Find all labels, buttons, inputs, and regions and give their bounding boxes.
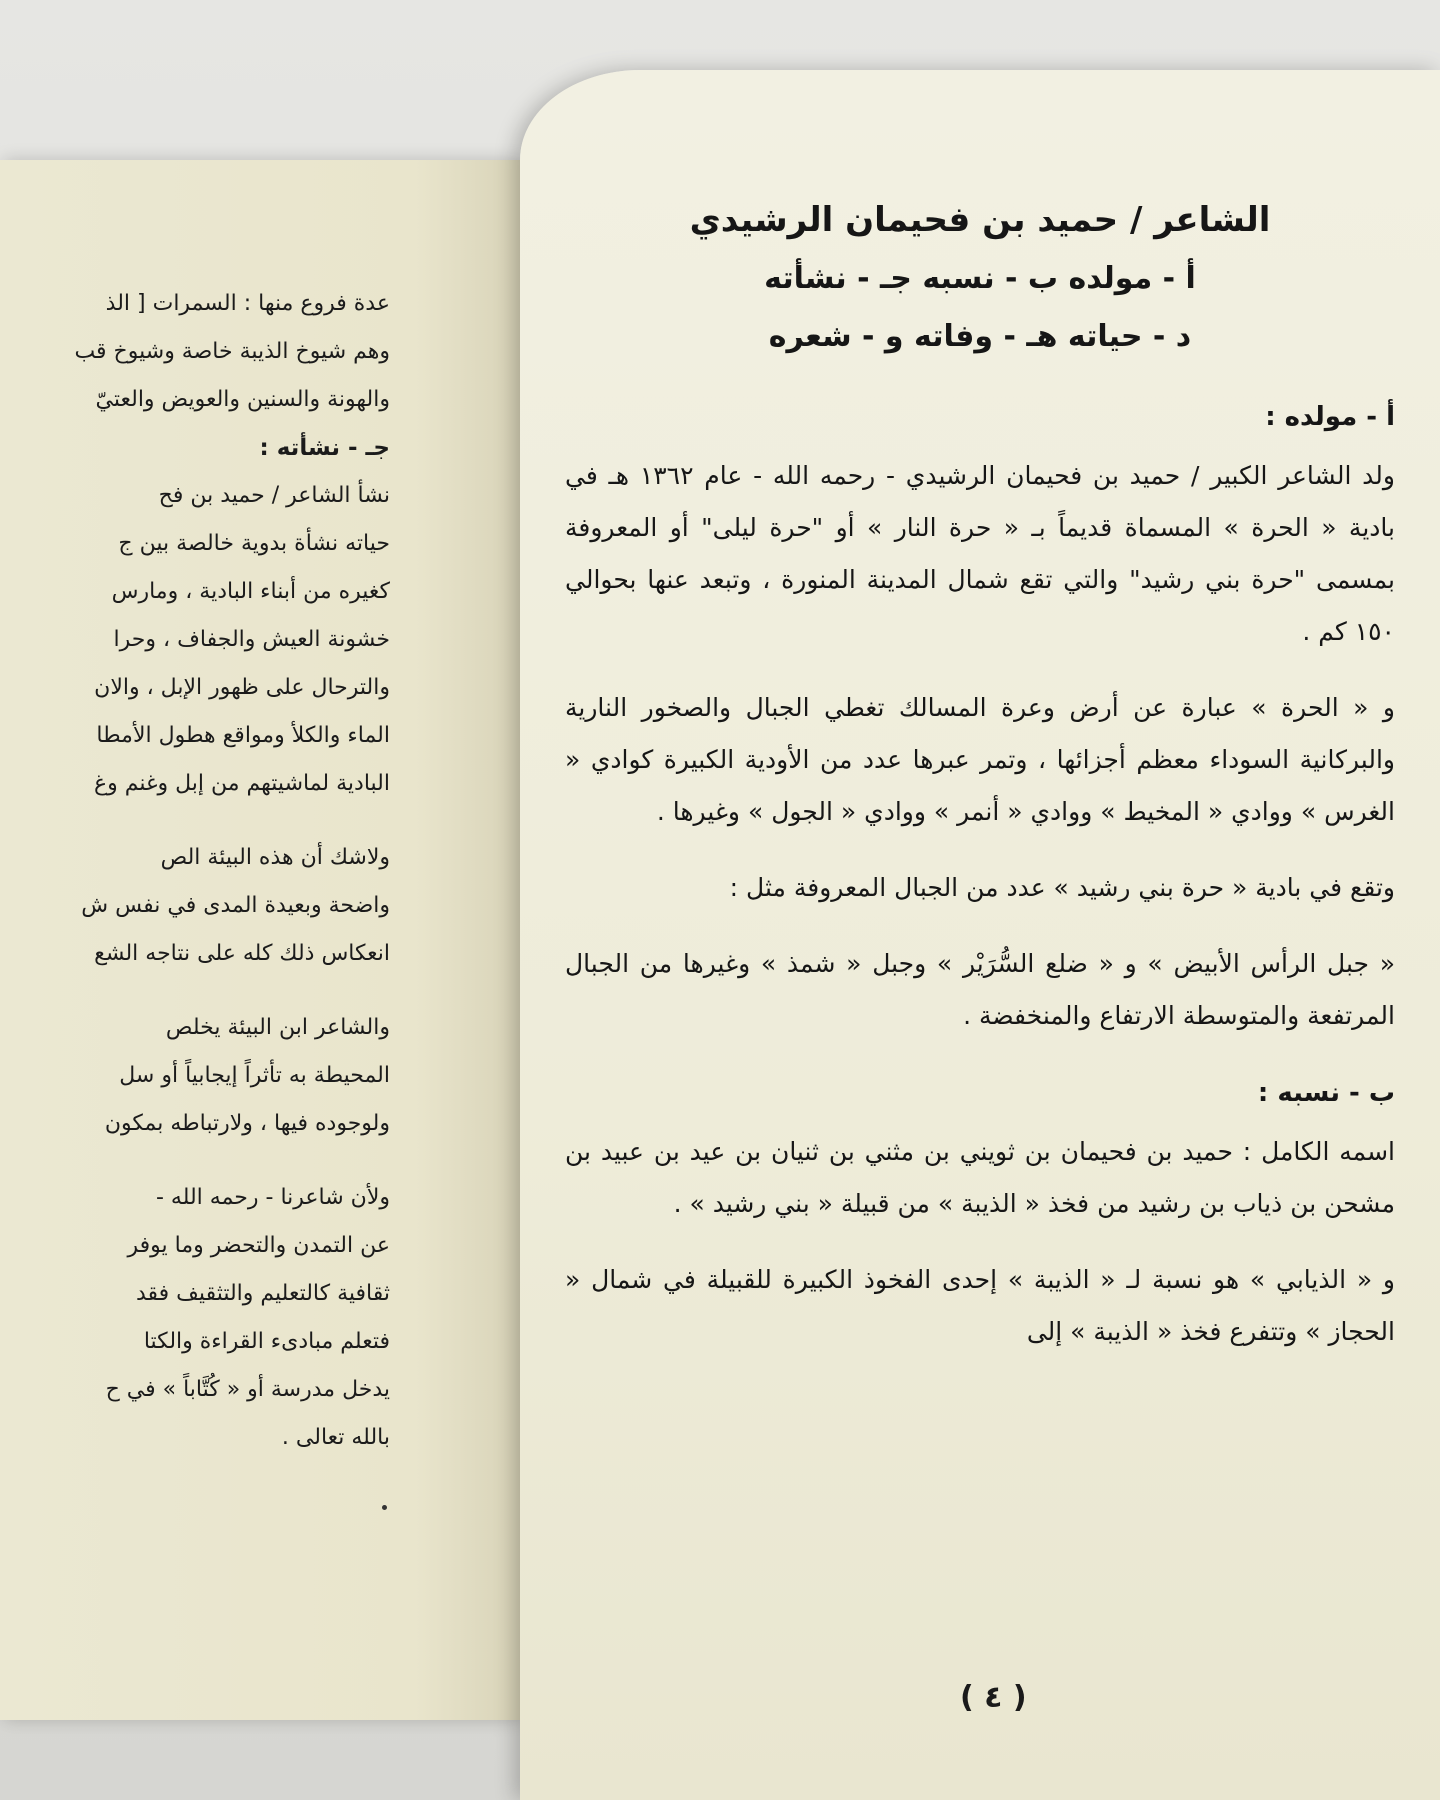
text-line: واضحة وبعيدة المدى في نفس ش xyxy=(81,893,390,918)
paragraph: اسمه الكامل : حميد بن فحيمان بن ثويني بن مثني بن ثنيان بن عيد بن عبيد بن مشحن بن ذياب بن رشيد من فخذ « الذيبة » من قبيلة « بني رشيد » . xyxy=(565,1137,1395,1218)
text-line: عن التمدن والتحضر وما يوفر xyxy=(127,1233,390,1258)
text-line: حياته نشأة بدوية خالصة بين ج xyxy=(118,531,390,556)
right-page-text xyxy=(565,200,1395,1382)
text-line: كغيره من أبناء البادية ، ومارس xyxy=(111,579,390,604)
text-line: والشاعر ابن البيئة يخلص xyxy=(165,1015,390,1040)
paragraph: و « الحرة » عبارة عن أرض وعرة المسالك تغطي الجبال والصخور النارية والبركانية السوداء معظم أجزائها ، وتمر عبرها عدد من الأودية الكبيرة كوادي « الغرس » ووادي « المخيط » ووادي « أنمر » ووادي « الجول » وغيرها . xyxy=(565,693,1395,826)
section-heading-lineage: ب - نسبه : xyxy=(1257,1078,1395,1108)
contents-line: أ - مولده ب - نسبه جـ - نشأته xyxy=(764,261,1196,296)
text-line: انعكاس ذلك كله على نتاجه الشع xyxy=(94,941,390,966)
page-title: الشاعر / حميد بن فحيمان الرشيدي xyxy=(689,200,1271,240)
text-line: خشونة العيش والجفاف ، وحرا xyxy=(113,627,390,652)
text-line: ولوجوده فيها ، ولارتباطه بمكون xyxy=(104,1111,390,1136)
right-book-page xyxy=(520,70,1440,1800)
page-number: ( ٤ ) xyxy=(960,1680,1027,1715)
section-heading: جـ - نشأته : xyxy=(259,435,390,461)
paragraph: ولد الشاعر الكبير / حميد بن فحيمان الرشيدي - رحمه الله - عام ١٣٦٢ هـ في بادية « الحرة » المسماة قديماً بـ « حرة النار » أو "حرة ليلى" أو المعروفة بمسمى "حرة بني رشيد" والتي تقع شمال المدينة المنورة ، وتبعد عنها بحوالي ١٥٠ كم . xyxy=(565,461,1395,646)
text-line: ولاشك أن هذه البيئة الص xyxy=(160,845,390,870)
text-line: يدخل مدرسة أو « كُتَّاباً » في ح xyxy=(105,1377,390,1402)
text-line: والهونة والسنين والعويض والعتيّ xyxy=(95,387,390,412)
left-book-page xyxy=(0,160,520,1720)
text-line: والترحال على ظهور الإبل ، والان xyxy=(94,675,390,700)
text-line: عدة فروع منها : السمرات [ الذ xyxy=(105,291,390,316)
text-line: المحيطة به تأثراً إيجابياً أو سل xyxy=(119,1063,390,1088)
text-line: وهم شيوخ الذيبة خاصة وشيوخ قب xyxy=(74,339,390,364)
text-line: البادية لماشيتهم من إبل وغنم وغ xyxy=(93,771,390,796)
section-heading-birth: أ - مولده : xyxy=(1265,402,1395,432)
paragraph: « جبل الرأس الأبيض » و « ضلع السُّرَيْر » وجبل « شمذ » وغيرها من الجبال المرتفعة والمتوسطة الارتفاع والمنخفضة . xyxy=(565,949,1395,1030)
text-line: ولأن شاعرنا - رحمه الله - xyxy=(155,1185,390,1210)
contents-line: د - حياته هـ - وفاته و - شعره xyxy=(768,319,1192,354)
paragraph: و « الذيابي » هو نسبة لـ « الذيبة » إحدى الفخوذ الكبيرة للقبيلة في شمال « الحجاز » وتتفرع فخذ « الذيبة » إلى xyxy=(565,1265,1395,1346)
ink-speck xyxy=(382,1505,387,1510)
left-page-text xyxy=(0,280,390,1462)
paragraph: وتقع في بادية « حرة بني رشيد » عدد من الجبال المعروفة مثل : xyxy=(729,873,1395,902)
text-line: نشأ الشاعر / حميد بن فح xyxy=(158,483,390,508)
text-line: فتعلم مبادىء القراءة والكتا xyxy=(143,1329,390,1354)
text-line: ثقافية كالتعليم والتثقيف فقد xyxy=(135,1281,390,1306)
text-line: الماء والكلأ ومواقع هطول الأمطا xyxy=(96,723,390,748)
text-line: بالله تعالى . xyxy=(281,1425,390,1450)
